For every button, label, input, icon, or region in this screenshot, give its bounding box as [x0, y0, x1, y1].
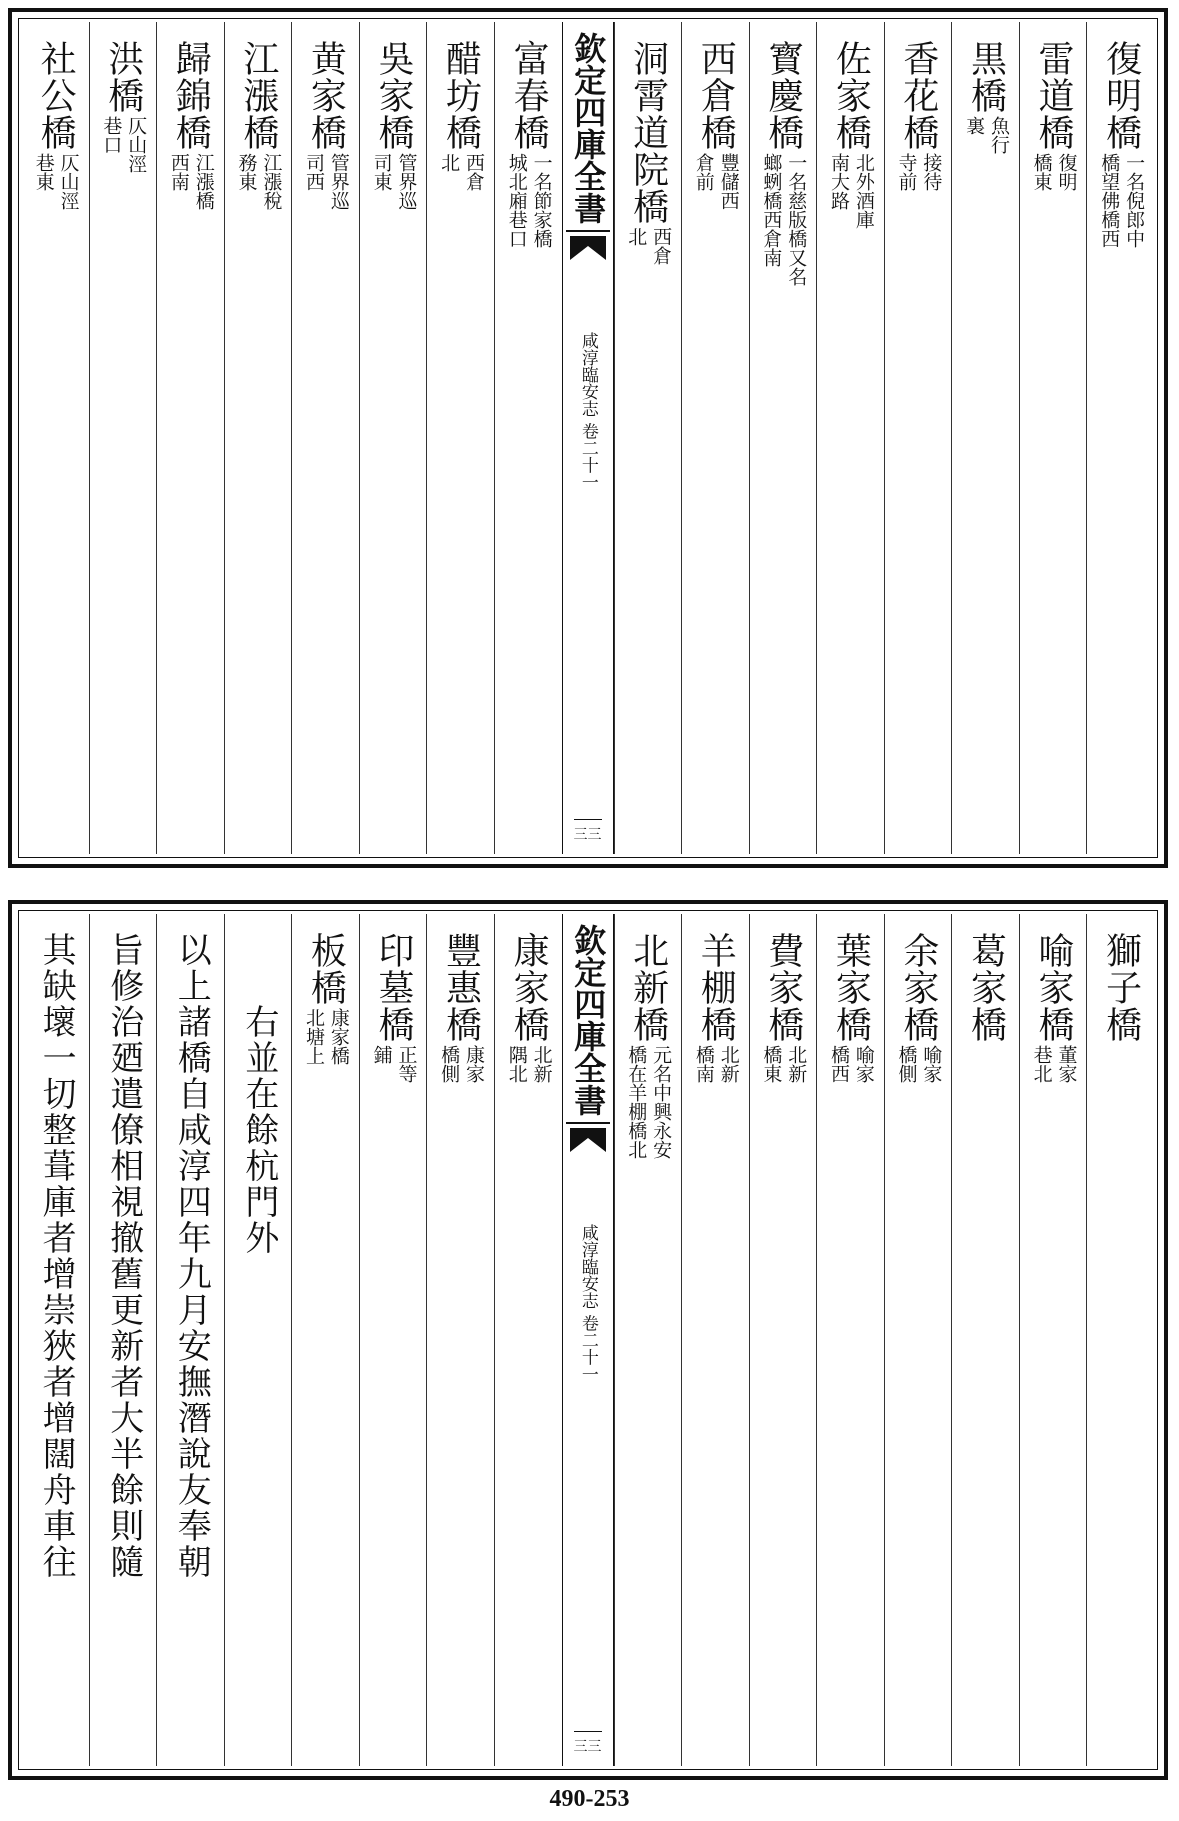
entry-title: 余家橋: [897, 932, 939, 1043]
note-line: 務東: [235, 153, 258, 191]
prose-line: [156, 914, 224, 1766]
note-line: 城北廂巷口: [505, 153, 528, 248]
entry-notes: [505, 153, 552, 248]
entry-notes: [760, 153, 807, 286]
note-line: 北: [625, 227, 648, 246]
note-line: 正等: [395, 1045, 418, 1083]
entry-notes: [895, 1045, 942, 1083]
entry-title: 葉家橋: [830, 932, 872, 1043]
note-line: 董家: [1055, 1045, 1078, 1083]
bottom-entry: [1019, 914, 1087, 1766]
entry-title: 復明橋: [1100, 40, 1142, 151]
bottom-entry: [681, 914, 749, 1766]
note-line: 橋側: [895, 1045, 918, 1083]
note-line: 仄山涇: [125, 116, 148, 173]
entry-title: 印墓橋: [372, 932, 414, 1043]
entry-notes: [1030, 153, 1077, 191]
entry-notes: [437, 153, 484, 191]
volume-title: 咸淳臨安志 卷二十一: [577, 332, 598, 491]
volume-title: 咸淳臨安志 卷二十一: [577, 1224, 598, 1383]
entry-title: 費家橋: [762, 932, 804, 1043]
note-line: 橋南: [692, 1045, 715, 1083]
prose-text: 旨修治廼遣僚相視撤舊更新者大半餘則隨: [103, 932, 144, 1580]
entry-title: 板橋: [305, 932, 347, 1006]
entry-title: 江漲橋: [237, 40, 279, 151]
note-line: 橋望佛橋西: [1098, 153, 1121, 248]
entry-notes: [235, 153, 282, 210]
entry-notes: [760, 1045, 807, 1083]
entry-title: 羊棚橋: [695, 932, 737, 1043]
entry-title: 富春橋: [508, 40, 550, 151]
bottom-entry: [614, 914, 682, 1766]
bottom-entry: [884, 914, 952, 1766]
note-line: 裏: [963, 116, 986, 135]
center-divider: [566, 230, 610, 232]
center-margin: [562, 914, 614, 1766]
entry-title: 醋坊橋: [440, 40, 482, 151]
entry-notes: [624, 227, 671, 265]
prose-text: 以上諸橋自咸淳四年九月安撫潛說友奉朝: [171, 932, 212, 1580]
entry-title: 豐惠橋: [440, 932, 482, 1043]
note-line: 豐儲西: [717, 153, 740, 210]
top-entry: [156, 22, 224, 854]
bottom-entry: [359, 914, 427, 1766]
note-line: 江漲橋: [192, 153, 215, 210]
bottom-page: [8, 900, 1168, 1780]
entry-notes: [100, 116, 147, 173]
note-line: 一名節家橋: [530, 153, 553, 248]
note-line: 北新: [717, 1045, 740, 1083]
top-entry: [426, 22, 494, 854]
entry-title: 寳慶橋: [762, 40, 804, 151]
note-line: 隅北: [505, 1045, 528, 1083]
note-line: 橋西: [827, 1045, 850, 1083]
entry-notes: [302, 153, 349, 210]
note-line: 江漲稅: [260, 153, 283, 210]
note-line: 西南: [167, 153, 190, 191]
note-line: 西倉: [463, 153, 485, 191]
note-line: 鋪: [370, 1045, 393, 1064]
top-entry: [359, 22, 427, 854]
entry-title: 雷道橋: [1033, 40, 1075, 151]
entry-title: 歸錦橋: [170, 40, 212, 151]
bottom-entry: [494, 914, 562, 1766]
fish-tail-mark-icon: [568, 1126, 608, 1154]
entry-title: 吳家橋: [372, 40, 414, 151]
note-line: 喻家: [852, 1045, 875, 1083]
note-line: 北新: [785, 1045, 808, 1083]
note-line: 康家: [463, 1045, 485, 1083]
top-entry: [89, 22, 157, 854]
bottom-entry: [749, 914, 817, 1766]
note-line: 一名倪郎中: [1123, 153, 1146, 248]
note-line: 螂蛚橋西倉南: [760, 153, 783, 267]
note-line: 元名中興永安: [650, 1045, 673, 1159]
bottom-entry: [426, 914, 494, 1766]
note-line: 北外酒庫: [852, 153, 875, 229]
top-entry: [614, 22, 682, 854]
note-line: 巷東: [32, 153, 55, 191]
note-line: 寺前: [895, 153, 918, 191]
entry-notes: [962, 116, 1009, 154]
note-line: 巷口: [100, 116, 123, 154]
entry-notes: [895, 153, 942, 191]
note-line: 北: [438, 153, 461, 172]
entry-title: 黄家橋: [305, 40, 347, 151]
note-line: 橋在羊棚橋北: [625, 1045, 648, 1159]
top-page: [8, 8, 1168, 868]
top-entry: [224, 22, 292, 854]
entry-notes: [624, 1045, 671, 1159]
prose-line: [224, 914, 292, 1766]
entry-title: 社公橋: [35, 40, 77, 151]
note-line: 南大路: [827, 153, 850, 210]
note-line: 康家橋: [327, 1008, 350, 1065]
entry-title: 葛家橋: [965, 932, 1007, 1043]
note-line: 橋側: [438, 1045, 461, 1083]
folio-number: 三三: [574, 1731, 602, 1756]
top-entry: [884, 22, 952, 854]
note-line: 橋東: [1030, 153, 1053, 191]
center-divider: [566, 1122, 610, 1124]
entry-notes: [692, 153, 739, 210]
page-number: 490-253: [549, 1786, 630, 1812]
note-line: 司東: [370, 153, 393, 191]
prose-line: [22, 914, 89, 1766]
entry-notes: [437, 1045, 484, 1083]
top-entry: [681, 22, 749, 854]
note-line: 司西: [303, 153, 326, 191]
prose-text: 右並在餘杭門外: [238, 1004, 279, 1256]
entry-notes: [505, 1045, 552, 1083]
entry-title: 西倉橋: [695, 40, 737, 151]
bottom-entry: [951, 914, 1019, 1766]
book-title: 欽定四庫全書: [569, 32, 608, 224]
entry-title: 康家橋: [508, 932, 550, 1043]
entry-title: 洪橋: [102, 40, 144, 114]
entry-notes: [370, 1045, 417, 1083]
entry-notes: [167, 153, 214, 210]
note-line: 倉前: [692, 153, 715, 191]
note-line: 管界巡: [395, 153, 418, 210]
entry-notes: [370, 153, 417, 210]
top-entry: [749, 22, 817, 854]
entry-notes: [692, 1045, 739, 1083]
note-line: 一名慈版橋又名: [785, 153, 808, 286]
book-title: 欽定四庫全書: [569, 924, 608, 1116]
note-line: 仄山涇: [57, 153, 80, 210]
top-entry: [494, 22, 562, 854]
fish-tail-mark-icon: [568, 234, 608, 262]
note-line: 魚行: [987, 116, 1010, 154]
entry-notes: [1030, 1045, 1077, 1083]
bottom-columns: [22, 914, 1154, 1766]
prose-line: [89, 914, 157, 1766]
top-entry: [816, 22, 884, 854]
note-line: 復明: [1055, 153, 1078, 191]
note-line: 管界巡: [327, 153, 350, 210]
top-entry: [1086, 22, 1154, 854]
entry-title: 洞霄道院橋: [627, 40, 669, 225]
note-line: 北新: [530, 1045, 553, 1083]
top-entry: [291, 22, 359, 854]
note-line: 橋東: [760, 1045, 783, 1083]
bottom-entry: [291, 914, 359, 1766]
entry-notes: [827, 1045, 874, 1083]
note-line: 巷北: [1030, 1045, 1053, 1083]
bottom-entry: [1086, 914, 1154, 1766]
entry-title: 黒橋: [965, 40, 1007, 114]
note-line: 西倉: [650, 227, 673, 265]
entry-notes: [827, 153, 874, 229]
top-entry: [22, 22, 89, 854]
entry-title: 獅子橋: [1100, 932, 1142, 1043]
note-line: 北塘上: [303, 1008, 326, 1065]
note-line: 喻家: [920, 1045, 943, 1083]
bottom-entry: [816, 914, 884, 1766]
entry-title: 香花橋: [897, 40, 939, 151]
entry-notes: [302, 1008, 349, 1065]
top-entry: [951, 22, 1019, 854]
entry-title: 佐家橋: [830, 40, 872, 151]
top-entry: [1019, 22, 1087, 854]
folio-number: 三三: [574, 819, 602, 844]
entry-notes: [1097, 153, 1144, 248]
entry-title: 北新橋: [627, 932, 669, 1043]
prose-text: 其缺壞一切整葺庫者增崇狹者增闊舟車往: [36, 932, 77, 1580]
entry-title: 喻家橋: [1033, 932, 1075, 1043]
center-margin: [562, 22, 614, 854]
entry-notes: [32, 153, 79, 210]
top-columns: [22, 22, 1154, 854]
note-line: 接待: [920, 153, 943, 191]
